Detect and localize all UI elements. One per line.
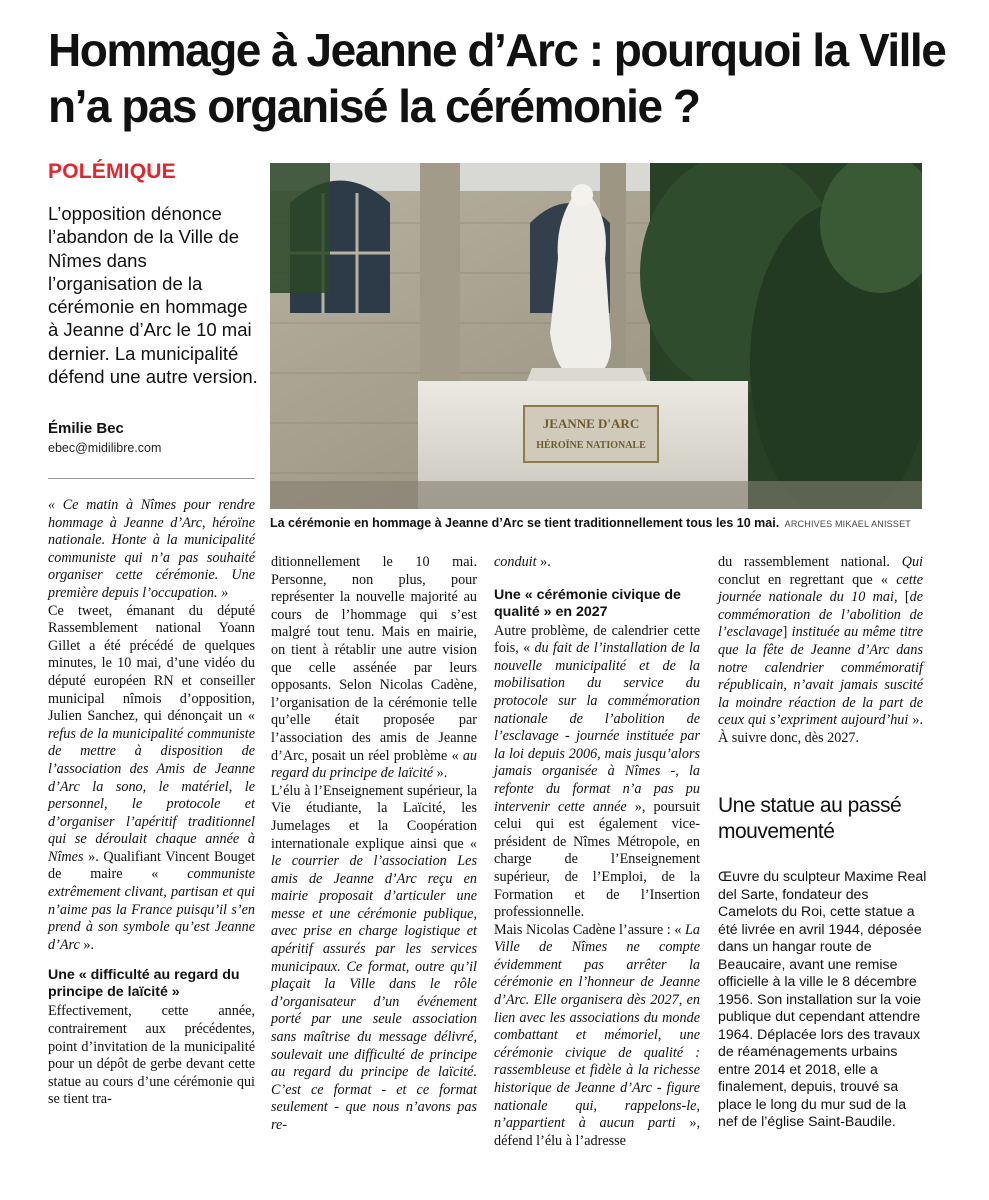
- paragraph: Mais Nicolas Cadène l’assure : « La Ville de Nîmes ne compte évidemment pas arrêter la cérémonie en l’honneur de Jeanne d’Arc. Elle organisera dès 2027, en lien avec les associations du monde combattant et mémoriel, une cérémonie civique de qualité : rassembleuse et fidèle à la richesse historique de Jeanne d’Arc - figure nationale qui, rappelons-le, n’appartient à aucun parti », défend l’élu à l’adresse: [494, 921, 700, 1149]
- article-photo: [270, 163, 922, 509]
- author-email[interactable]: ebec@midilibre.com: [48, 441, 162, 455]
- article-column-1: [48, 497, 255, 1109]
- photo-credit: ARCHIVES MIKAEL ANISSET: [784, 519, 911, 529]
- sidebar-box-body: Œuvre du sculpteur Maxime Real del Sarte, fondateur des Camelots du Roi, cette statue a été livrée en avril 1944, déposée dans un hangar route de Beaucaire, avant une remise officielle à la ville le 8 décembre 1956. Son installation sur la voie publique dut cependant attendre 1964. Déplacée lors des travaux de réaménagements urbains entre 2014 et 2018, elle a finalement, depuis, trouvé sa place le long du mur sud de la nef de l’église Saint-Baudile.: [718, 868, 927, 1129]
- sidebar-box-title: Une statue au passé mouvementé: [718, 794, 902, 843]
- author-name: Émilie Bec: [48, 420, 124, 437]
- standfirst: L’opposition dénonce l’abandon de la Ville de Nîmes dans l’organisation de la cérémonie en hommage à Jeanne d’Arc le 10 mai dernier. La municipalité défend une autre version.: [48, 203, 258, 388]
- article-column-2: [271, 554, 477, 1135]
- subheading: Une « cérémonie civique de qualité » en 2027: [494, 586, 681, 620]
- article-column-3: [494, 554, 700, 1150]
- paragraph: ditionnellement le 10 mai. Personne, non plus, pour représenter la nouvelle majorité au cours de l’hommage qui s’est malgré tout tenu. Mais en mairie, on tient à rétablir une autre vision que celle assénée par leurs opposants. Selon Nicolas Cadène, l’organisation de la cérémonie telle qu’elle était proposée par l’association des amis de Jeanne d’Arc, posait un réel problème « au regard du principe de laïcité ».: [271, 554, 477, 782]
- caption-text: La cérémonie en hommage à Jeanne d’Arc se tient traditionnellement tous les 10 mai.: [270, 516, 780, 530]
- paragraph: conduit ».: [494, 554, 551, 570]
- author-separator: [48, 478, 255, 479]
- paragraph: du rassemblement national. Qui conclut en regrettant que « cette journée nationale du 10 mai, [de commémoration de l’abolition de l’esclavage] instituée au même titre que la fête de Jeanne d’Arc dans notre calendrier commémoratif républicain, n’avait jamais suscité la moindre réaction de la part de ceux qui s’expriment aujourd’hui ». À suivre donc, dès 2027.: [718, 554, 923, 746]
- opening-quote: « Ce matin à Nîmes pour rendre hommage à Jeanne d’Arc, héroïne nationale. Honte à la municipalité communiste qui n’a pas souhaité organiser cette cérémonie. Une première depuis l’occupation. »: [48, 497, 255, 601]
- paragraph: Ce tweet, émanant du député Rassemblement national Yoann Gillet a été précédé de quelques minutes, le 10 mai, d’une vidéo du député européen RN et conseiller municipal nîmois d’opposition, Julien Sanchez, qui dénonçait un « refus de la municipalité communiste de mettre à disposition de l’association des Amis de Jeanne d’Arc la sono, le matériel, le personnel, le protocole et d’organiser l’apéritif traditionnel qui se déroulait chaque année à Nîmes ». Qualifiant Vincent Bouget de maire « communiste extrêmement clivant, partisan et qui n’aime pas la France puisqu’il s’en prend à son symbole qu’est Jeanne d’Arc ».: [48, 602, 255, 953]
- article-column-4: [718, 554, 923, 748]
- statue-photo-illustration: [270, 163, 922, 509]
- plaque-line-1: JEANNE D'ARC: [542, 416, 640, 431]
- paragraph: Effectivement, cette année, contrairement aux précédentes, point d’invitation de la municipalité pour un dépôt de gerbe devant cette statue au cours d’une cérémonie qui se tient tra-: [48, 1003, 255, 1108]
- headline: Hommage à Jeanne d’Arc : pourquoi la Ville n’a pas organisé la cérémonie ?: [48, 24, 946, 132]
- plaque-line-2: HÉROÏNE NATIONALE: [536, 440, 646, 451]
- paragraph: L’élu à l’Enseignement supérieur, la Vie étudiante, la Laïcité, les Jumelages et la Coopération internationale explique ainsi que « le courrier de l’association Les amis de Jeanne d’Arc reçu en mairie proposait d’articuler une messe et une cérémonie publique, avec prise en charge logistique et apéritif assurés par les services municipaux. Ce format, outre qu’il plaçait la Ville dans le rôle d’organisateur d’un événement porté par une seule association sans maîtrise du message délivré, soulevait une difficulté de principe au regard du principe de laïcité. C’est ce format - et ce format seulement - que nous n’avons pas re-: [271, 782, 477, 1133]
- kicker-label: POLÉMIQUE: [48, 160, 176, 183]
- subheading: Une « difficulté au regard du principe de laïcité »: [48, 967, 240, 1001]
- photo-caption: [270, 515, 970, 532]
- paragraph: Autre problème, de calendrier cette fois, « du fait de l’installation de la nouvelle municipalité et de la mobilisation du service du protocole sur la commémoration nationale de l’abolition de l’esclavage - journée instituée par la loi depuis 2006, mais jusqu’alors jamais organisée à Nîmes -, la refonte du format n’a pas pu intervenir cette année », poursuit celui qui est également vice-président de Nîmes Métropole, en charge de l’Enseignement supérieur, de l’Emploi, de la Formation et de l’Insertion professionnelle.: [494, 622, 701, 921]
